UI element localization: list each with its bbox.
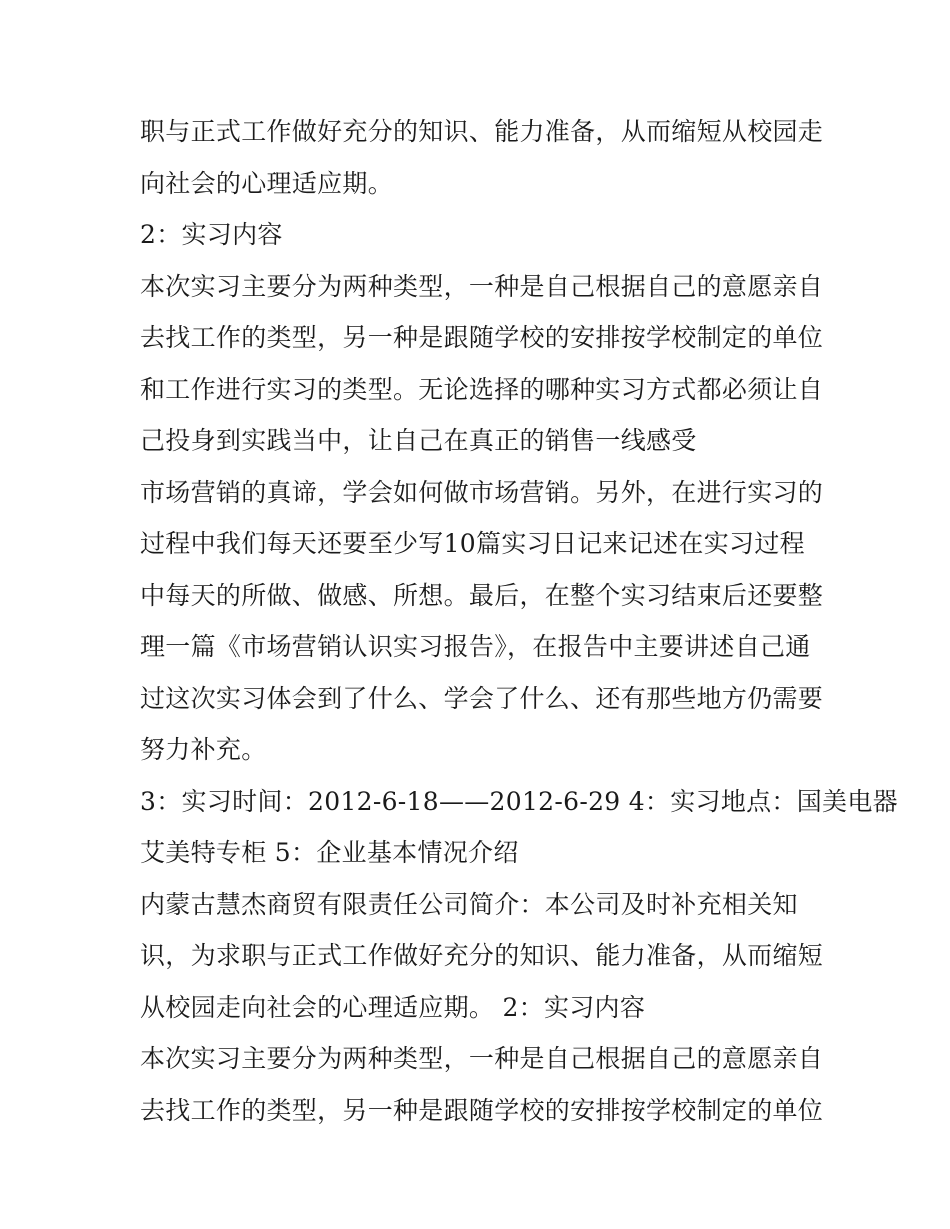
- text-line: 内蒙古慧杰商贸有限责任公司简介：本公司及时补充相关知: [140, 889, 798, 919]
- text-line: 从校园走向社会的心理适应期。 2：实习内容: [140, 992, 646, 1022]
- text-line: 本次实习主要分为两种类型，一种是自己根据自己的意愿亲自: [140, 271, 824, 301]
- text-line: 识，为求职与正式工作做好充分的知识、能力准备，从而缩短: [140, 941, 824, 970]
- text-line: 3：实习时间：2012-6-18——2012-6-29 4：实习地点：国美电器: [140, 786, 898, 816]
- section-heading: 2：实习内容: [140, 220, 283, 249]
- text-line: 艾美特专柜 5：企业基本情况介绍: [140, 838, 519, 867]
- document-body: [140, 106, 898, 1136]
- text-line: 市场营销的真谛，学会如何做市场营销。另外，在进行实习的: [140, 477, 824, 507]
- text-line: 和工作进行实习的类型。无论选择的哪种实习方式都必须让自: [140, 374, 824, 404]
- text-line: 过程中我们每天还要至少写10篇实习日记来记述在实习过程: [140, 529, 805, 558]
- text-line: 本次实习主要分为两种类型，一种是自己根据自己的意愿亲自: [140, 1044, 824, 1073]
- text-line: 向社会的心理适应期。: [140, 168, 394, 198]
- text-line: 过这次实习体会到了什么、学会了什么、还有那些地方仍需要: [140, 683, 824, 713]
- text-line: 理一篇《市场营销认识实习报告》，在报告中主要讲述自己通: [140, 632, 811, 661]
- text-line: 努力补充。: [140, 735, 267, 764]
- text-line: 己投身到实践当中，让自己在真正的销售一线感受: [140, 426, 697, 455]
- text-line: 去找工作的类型，另一种是跟随学校的安排按学校制定的单位: [140, 1095, 824, 1125]
- text-line: 职与正式工作做好充分的知识、能力准备，从而缩短从校园走: [140, 117, 824, 146]
- text-line: 去找工作的类型，另一种是跟随学校的安排按学校制定的单位: [140, 323, 824, 352]
- text-line: 中每天的所做、做感、所想。最后，在整个实习结束后还要整: [140, 580, 824, 610]
